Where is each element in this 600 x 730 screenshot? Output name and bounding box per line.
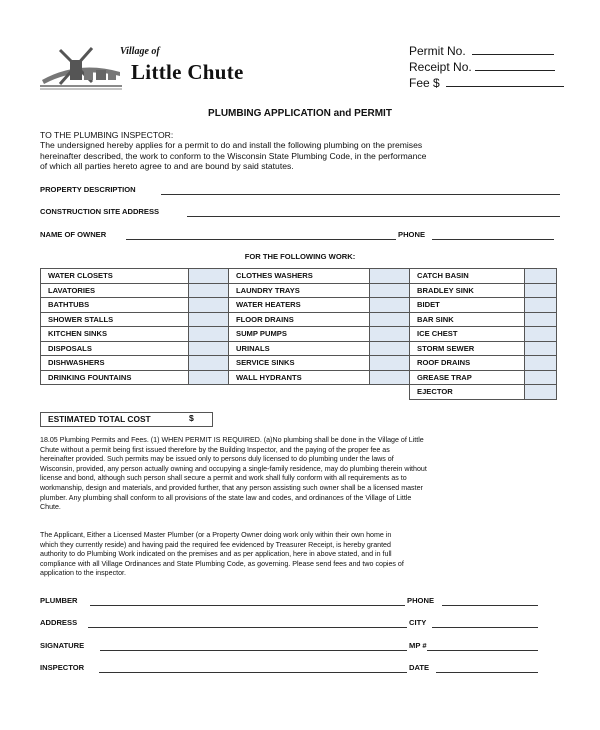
table-row <box>41 356 557 371</box>
intro-line: of which all parties hereto agree to and are bound by said statutes. <box>40 161 294 172</box>
work-item-label: ICE CHEST <box>410 327 525 342</box>
signoff-line-inspector[interactable] <box>99 672 407 673</box>
signoff-line-right[interactable] <box>427 650 538 651</box>
signoff-label-plumber: PLUMBER <box>40 596 78 605</box>
signoff-line-right[interactable] <box>432 627 538 628</box>
work-item-label: EJECTOR <box>410 385 525 400</box>
quantity-input[interactable] <box>189 356 229 371</box>
intro-line: The undersigned hereby applies for a permit to do and install the following plumbing on the premises <box>40 140 423 151</box>
quantity-input[interactable] <box>370 385 410 400</box>
intro-line: hereinafter described, the work to conform to the Wisconsin State Plumbing Code, in the performance <box>40 150 427 161</box>
quantity-input[interactable] <box>525 370 557 385</box>
signoff-line-right[interactable] <box>436 672 538 673</box>
quantity-input[interactable] <box>370 356 410 371</box>
fee-label: Fee $ <box>409 76 440 90</box>
paragraph-line: hereinafter provided. Such permits may be issued only to persons duly licensed to do plumbing under the laws of <box>40 455 394 464</box>
signoff-line-signature[interactable] <box>100 650 407 651</box>
receipt-number-line <box>475 70 555 71</box>
paragraph-line: license and bond, although such person shall secure a permit and work shall fully conform with all requirements as to <box>40 474 407 483</box>
work-item-label: SUMP PUMPS <box>229 327 370 342</box>
owner-phone-line[interactable] <box>432 239 554 240</box>
quantity-input[interactable] <box>189 298 229 313</box>
signoff-label-right: PHONE <box>407 596 435 605</box>
quantity-input[interactable] <box>370 327 410 342</box>
paragraph-line: workmanship, design and materials, and provided further, that any person assisting such owner shall be a licensed master <box>40 483 423 492</box>
intro-paragraph <box>40 130 570 172</box>
signoff-line-right[interactable] <box>442 605 538 606</box>
quantity-input[interactable] <box>189 269 229 284</box>
windmill-icon <box>38 42 122 90</box>
work-item-label: URINALS <box>229 341 370 356</box>
work-item-label: BRADLEY SINK <box>410 283 525 298</box>
intro-to-line: TO THE PLUMBING INSPECTOR: <box>40 130 174 140</box>
property-description-line[interactable] <box>161 194 560 195</box>
estimated-total-currency[interactable]: $ <box>189 413 194 423</box>
paragraph-line: application to the inspector. <box>40 569 126 578</box>
work-item-label: LAVATORIES <box>41 283 189 298</box>
work-table <box>40 268 557 400</box>
work-item-label: SHOWER STALLS <box>41 312 189 327</box>
quantity-input[interactable] <box>189 312 229 327</box>
work-item-label: GREASE TRAP <box>410 370 525 385</box>
signoff-line-address[interactable] <box>88 627 407 628</box>
signoff-label-inspector: INSPECTOR <box>40 663 85 672</box>
quantity-input[interactable] <box>370 312 410 327</box>
paragraph-line: which they currently reside) and having paid the required fee evidenced by Treasurer Receipt, is hereby granted <box>40 540 391 549</box>
estimated-total-label: ESTIMATED TOTAL COST <box>48 414 151 424</box>
quantity-input[interactable] <box>525 298 557 313</box>
table-row <box>41 298 557 313</box>
permit-number-label: Permit No. <box>409 44 466 58</box>
paragraph-line: Wisconsin, provided, any person actually owning and occupying a single-family residence, may do plumbing therein without <box>40 464 427 473</box>
owner-phone-label: PHONE <box>398 230 426 239</box>
construction-site-address-label: CONSTRUCTION SITE ADDRESS <box>40 207 160 216</box>
receipt-number-field[interactable] <box>409 60 555 74</box>
ordinance-paragraph <box>40 436 570 513</box>
quantity-input[interactable] <box>525 356 557 371</box>
work-item-label: BAR SINK <box>410 312 525 327</box>
signoff-line-plumber[interactable] <box>90 605 405 606</box>
paragraph-line: Chute without a permit being first issued therefore by the Building Inspector, and the paying of the proper fee as <box>40 445 390 454</box>
work-item-label: DRINKING FOUNTAINS <box>41 370 189 385</box>
table-row <box>41 283 557 298</box>
work-item-label: WATER HEATERS <box>229 298 370 313</box>
paragraph-line: authority to do Plumbing Work indicated on the premises and as per application, here in above stated, and in full <box>40 550 392 559</box>
estimated-total-box <box>40 412 213 427</box>
quantity-input[interactable] <box>189 327 229 342</box>
village-logo <box>38 42 278 92</box>
quantity-input[interactable] <box>525 327 557 342</box>
owner-name-line[interactable] <box>126 239 396 240</box>
table-row <box>41 269 557 284</box>
quantity-input[interactable] <box>525 385 557 400</box>
work-item-label <box>229 385 370 400</box>
work-item-label: LAUNDRY TRAYS <box>229 283 370 298</box>
applicant-paragraph <box>40 531 570 579</box>
quantity-input[interactable] <box>525 341 557 356</box>
work-item-label: BATHTUBS <box>41 298 189 313</box>
paragraph-line: Chute. <box>40 503 61 512</box>
work-item-label: DISHWASHERS <box>41 356 189 371</box>
signoff-label-right: DATE <box>409 663 430 672</box>
fee-line <box>446 86 564 87</box>
page-title: PLUMBING APPLICATION and PERMIT <box>208 108 392 119</box>
quantity-input[interactable] <box>370 269 410 284</box>
table-row <box>41 370 557 385</box>
table-row <box>41 385 557 400</box>
work-item-label: BIDET <box>410 298 525 313</box>
signoff-label-address: ADDRESS <box>40 618 78 627</box>
logo-village-of: Village of <box>120 46 160 57</box>
fee-field[interactable] <box>409 76 564 90</box>
signoff-label-signature: SIGNATURE <box>40 641 85 650</box>
permit-number-line <box>472 54 554 55</box>
work-item-label: ROOF DRAINS <box>410 356 525 371</box>
owner-name-label: NAME OF OWNER <box>40 230 107 239</box>
quantity-input[interactable] <box>370 341 410 356</box>
work-item-label: SERVICE SINKS <box>229 356 370 371</box>
quantity-input[interactable] <box>525 283 557 298</box>
work-item-label: STORM SEWER <box>410 341 525 356</box>
quantity-input[interactable] <box>525 269 557 284</box>
work-item-label <box>41 385 189 400</box>
work-item-label: WATER CLOSETS <box>41 269 189 284</box>
paragraph-line: 18.05 Plumbing Permits and Fees. (1) WHEN PERMIT IS REQUIRED. (a)No plumbing shall be done in the Village of Little <box>40 436 424 444</box>
quantity-input[interactable] <box>189 385 229 400</box>
permit-number-field[interactable] <box>409 44 554 58</box>
table-row <box>41 327 557 342</box>
paragraph-line: compliance with all Village Ordinances and State Plumbing Code, as governing. Please send fees and two copies of <box>40 559 404 568</box>
work-item-label: WALL HYDRANTS <box>229 370 370 385</box>
signoff-label-right: MP # <box>409 641 427 650</box>
table-row <box>41 341 557 356</box>
quantity-input[interactable] <box>189 370 229 385</box>
signoff-label-right: CITY <box>409 618 427 627</box>
work-item-label: CLOTHES WASHERS <box>229 269 370 284</box>
property-description-label: PROPERTY DESCRIPTION <box>40 185 136 194</box>
work-item-label: KITCHEN SINKS <box>41 327 189 342</box>
table-row <box>41 312 557 327</box>
work-heading: FOR THE FOLLOWING WORK: <box>244 252 356 261</box>
quantity-input[interactable] <box>370 370 410 385</box>
construction-site-address-line[interactable] <box>187 216 560 217</box>
paragraph-line: plumber. Any plumbing shall conform to all provisions of the state law and codes, and ordinances of the Village of Little <box>40 493 412 502</box>
quantity-input[interactable] <box>189 283 229 298</box>
logo-town-name: Little Chute <box>131 60 244 84</box>
quantity-input[interactable] <box>370 283 410 298</box>
receipt-number-label: Receipt No. <box>409 60 472 74</box>
work-item-label: CATCH BASIN <box>410 269 525 284</box>
work-item-label: DISPOSALS <box>41 341 189 356</box>
quantity-input[interactable] <box>189 341 229 356</box>
work-item-label: FLOOR DRAINS <box>229 312 370 327</box>
paragraph-line: The Applicant, Either a Licensed Master Plumber (or a Property Owner doing work only within their own home in <box>40 531 392 539</box>
quantity-input[interactable] <box>370 298 410 313</box>
quantity-input[interactable] <box>525 312 557 327</box>
